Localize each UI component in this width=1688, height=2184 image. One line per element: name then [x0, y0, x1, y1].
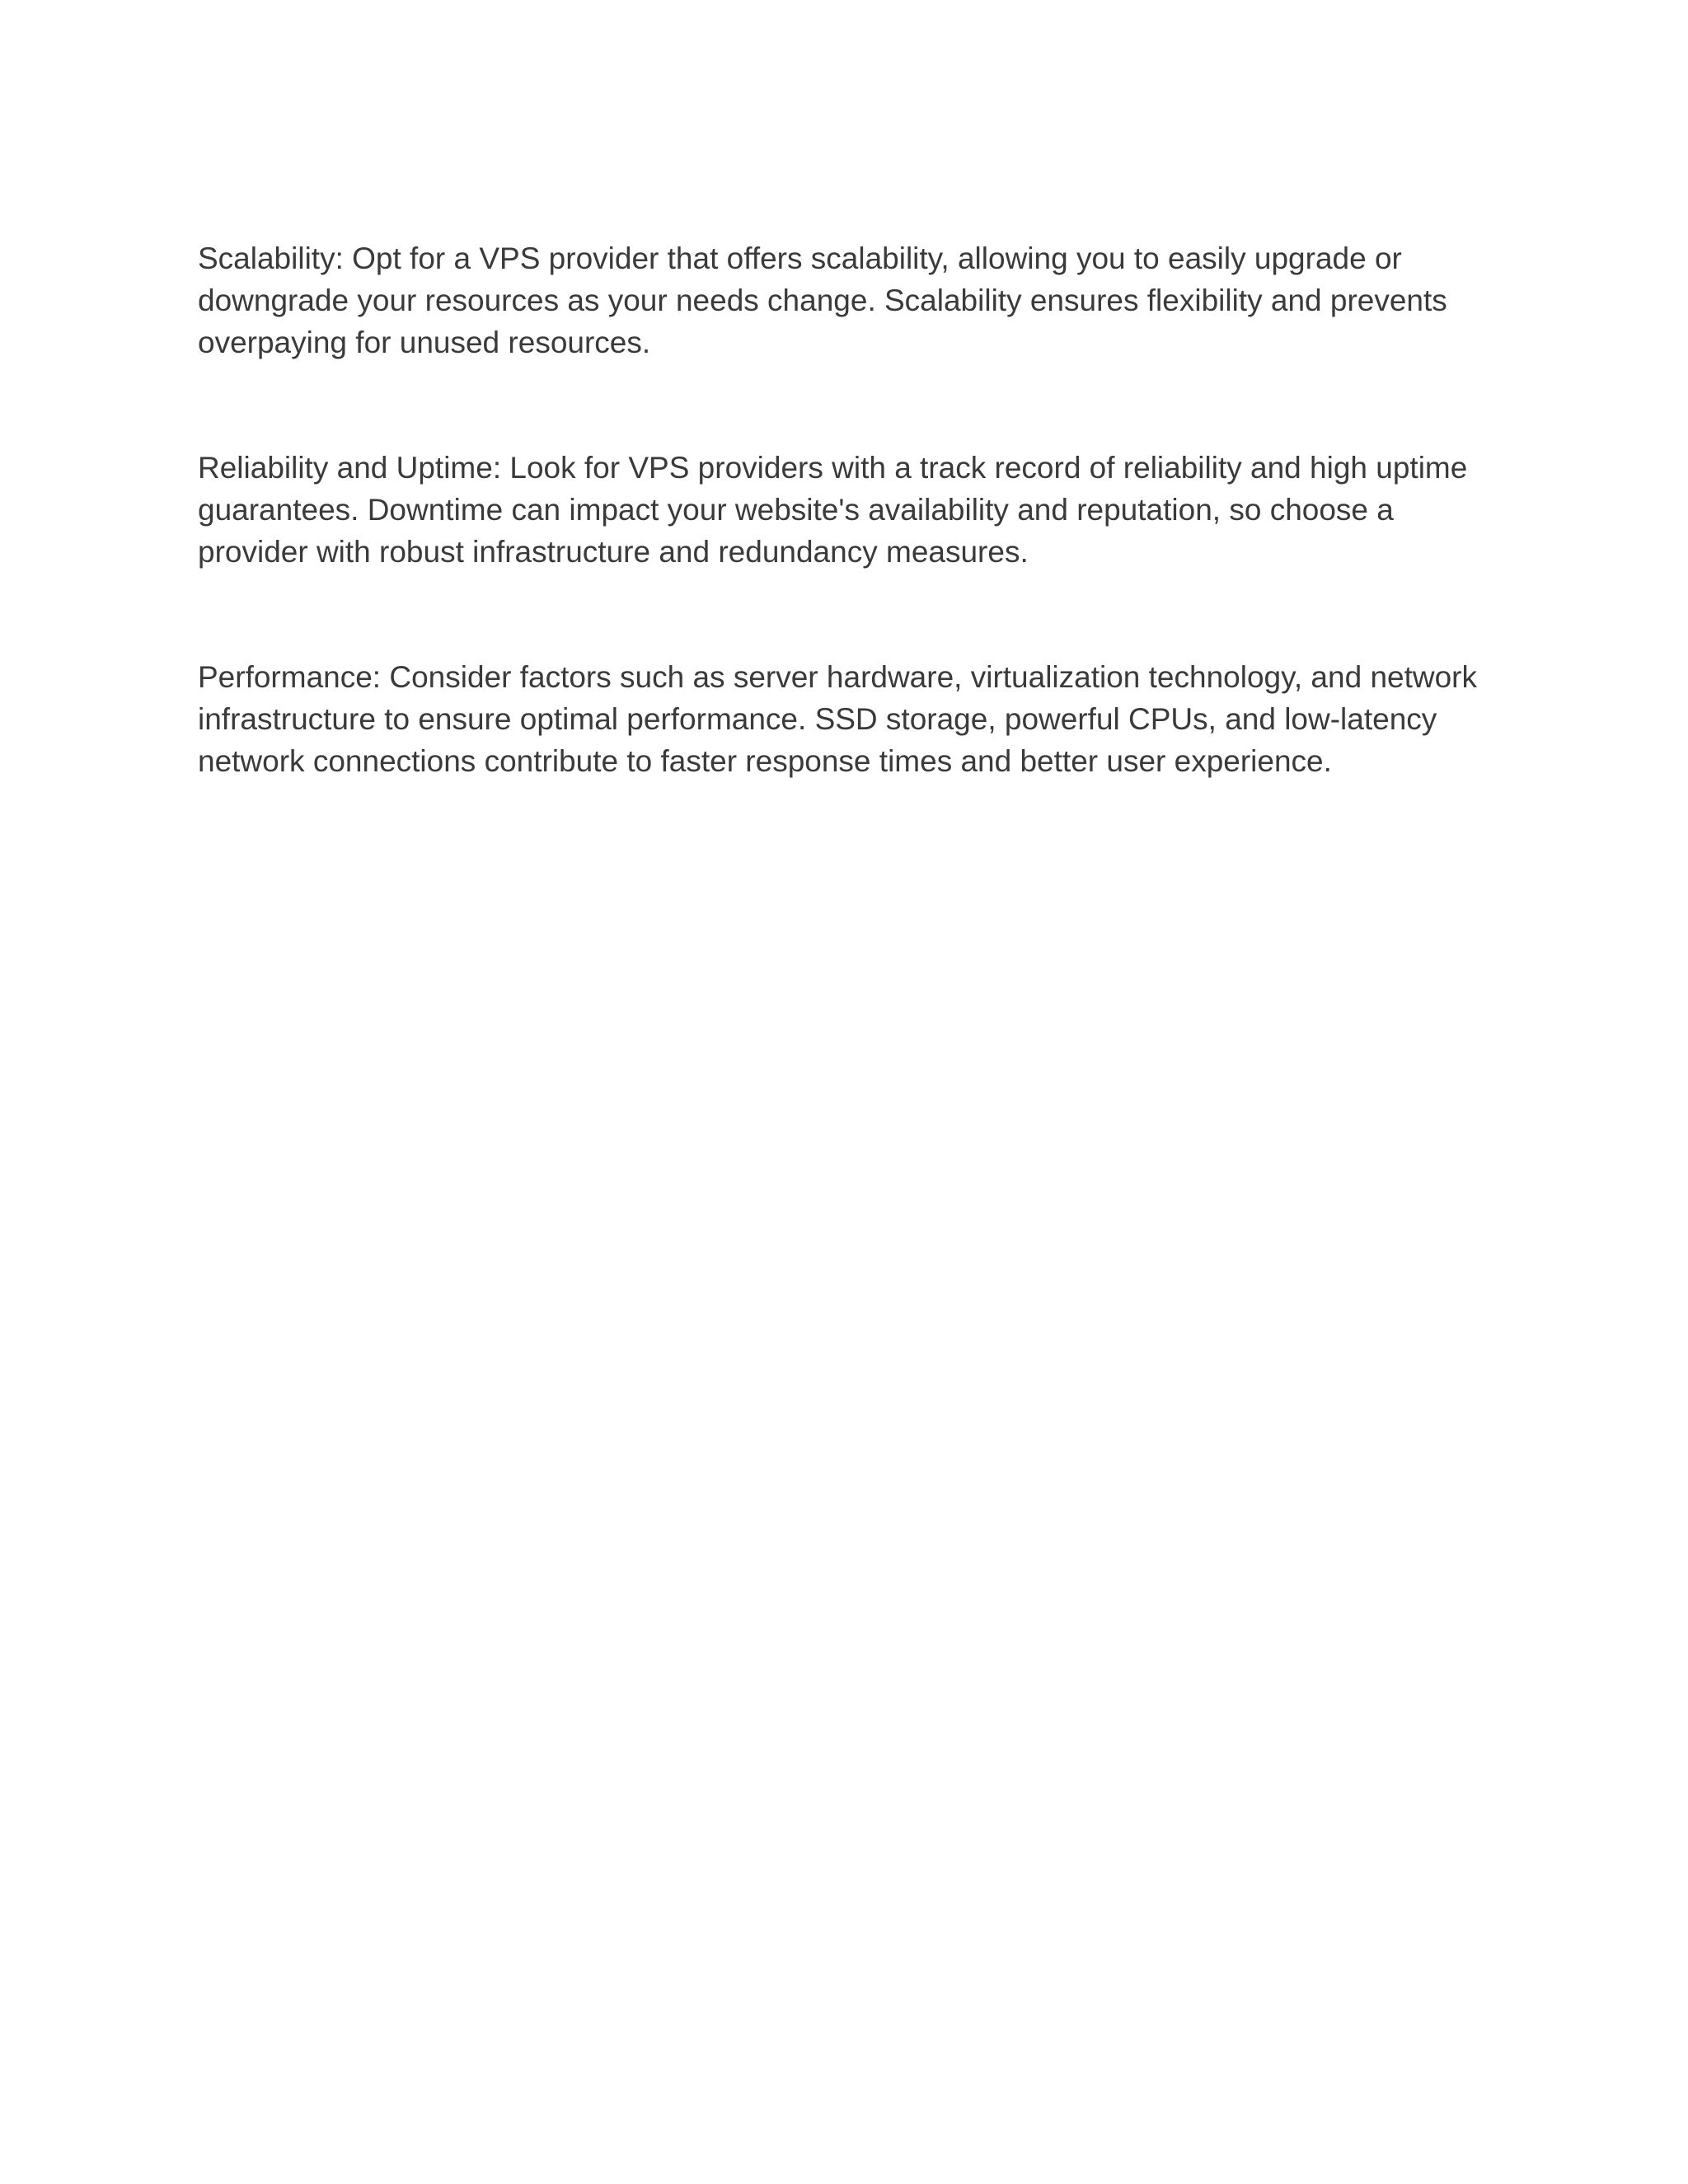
document-body [198, 237, 1500, 782]
paragraph-scalability: Scalability: Opt for a VPS provider that offers scalability, allowing you to easily upgrade or downgrade your resources as your needs change. Scalability ensures flexibility and prevents overpaying for unused resources. [198, 241, 1447, 359]
paragraph-reliability-uptime: Reliability and Uptime: Look for VPS providers with a track record of reliability and high uptime guarantees. Downtime can impact your website's availability and reputation, so choose a provider with robust infrastructure and redundancy measures. [198, 451, 1468, 569]
paragraph-performance: Performance: Consider factors such as server hardware, virtualization technology, and network infrastructure to ensure optimal performance. SSD storage, powerful CPUs, and low-latency network connections contribute to faster response times and better user experience. [198, 660, 1477, 778]
